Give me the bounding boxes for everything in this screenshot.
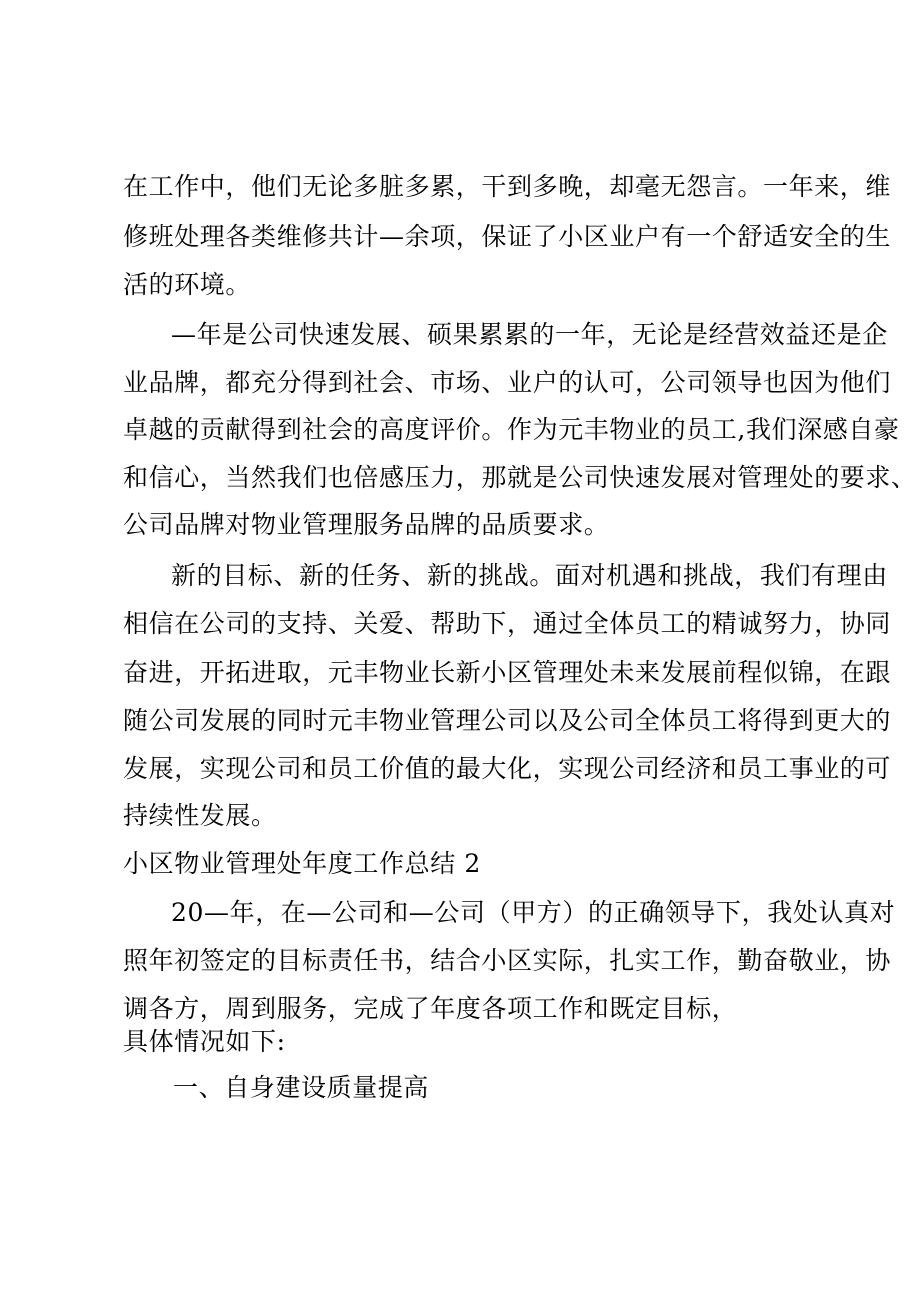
paragraph-3-line-2: 相信在公司的支持、关爱、帮助下，通过全体员工的精诚努力，协同 xyxy=(123,609,892,638)
paragraph-4-line-3: 调各方，周到服务，完成了年度各项工作和既定目标， xyxy=(123,994,738,1023)
paragraph-3-line-6: 持续性发展。 xyxy=(123,801,277,830)
paragraph-4-line-1: 20—年，在—公司和—公司（甲方）的正确领导下，我处认真对 xyxy=(171,898,896,927)
paragraph-2-line-4: 和信心，当然我们也倍感压力，那就是公司快速发展对管理处的要求、 xyxy=(123,463,917,492)
paragraph-3-line-4: 随公司发展的同时元丰物业管理公司以及公司全体员工将得到更大的 xyxy=(123,706,892,735)
paragraph-2-line-2: 业品牌，都充分得到社会、市场、业户的认可，公司领导也因为他们 xyxy=(123,368,892,397)
paragraph-1-line-2: 修班处理各类维修共计—余项，保证了小区业户有一个舒适安全的生 xyxy=(123,222,892,251)
paragraph-2-line-3: 卓越的贡献得到社会的高度评价。作为元丰物业的员工,我们深感自豪 xyxy=(123,415,900,444)
subheading: 一、自身建设质量提高 xyxy=(173,1073,430,1102)
paragraph-2-line-1: —年是公司快速发展、硕果累累的一年，无论是经营效益还是企 xyxy=(171,320,888,349)
paragraph-1-line-3: 活的环境。 xyxy=(123,270,252,299)
paragraph-3-line-1: 新的目标、新的任务、新的挑战。面对机遇和挑战，我们有理由 xyxy=(171,561,888,590)
paragraph-3-line-5: 发展，实现公司和员工价值的最大化，实现公司经济和员工事业的可 xyxy=(123,754,892,783)
paragraph-1-line-1: 在工作中，他们无论多脏多累，干到多晚，却毫无怨言。一年来，维 xyxy=(123,172,892,201)
paragraph-2-line-5: 公司品牌对物业管理服务品牌的品质要求。 xyxy=(123,510,610,539)
paragraph-3-line-3: 奋进，开拓进取，元丰物业长新小区管理处未来发展前程似锦，在跟 xyxy=(123,658,892,687)
section-title: 小区物业管理处年度工作总结 2 xyxy=(123,849,481,878)
paragraph-4-line-2: 照年初签定的目标责任书，结合小区实际，扎实工作，勤奋敬业，协 xyxy=(123,946,892,975)
paragraph-4-line-4: 具体情况如下: xyxy=(123,1027,286,1056)
